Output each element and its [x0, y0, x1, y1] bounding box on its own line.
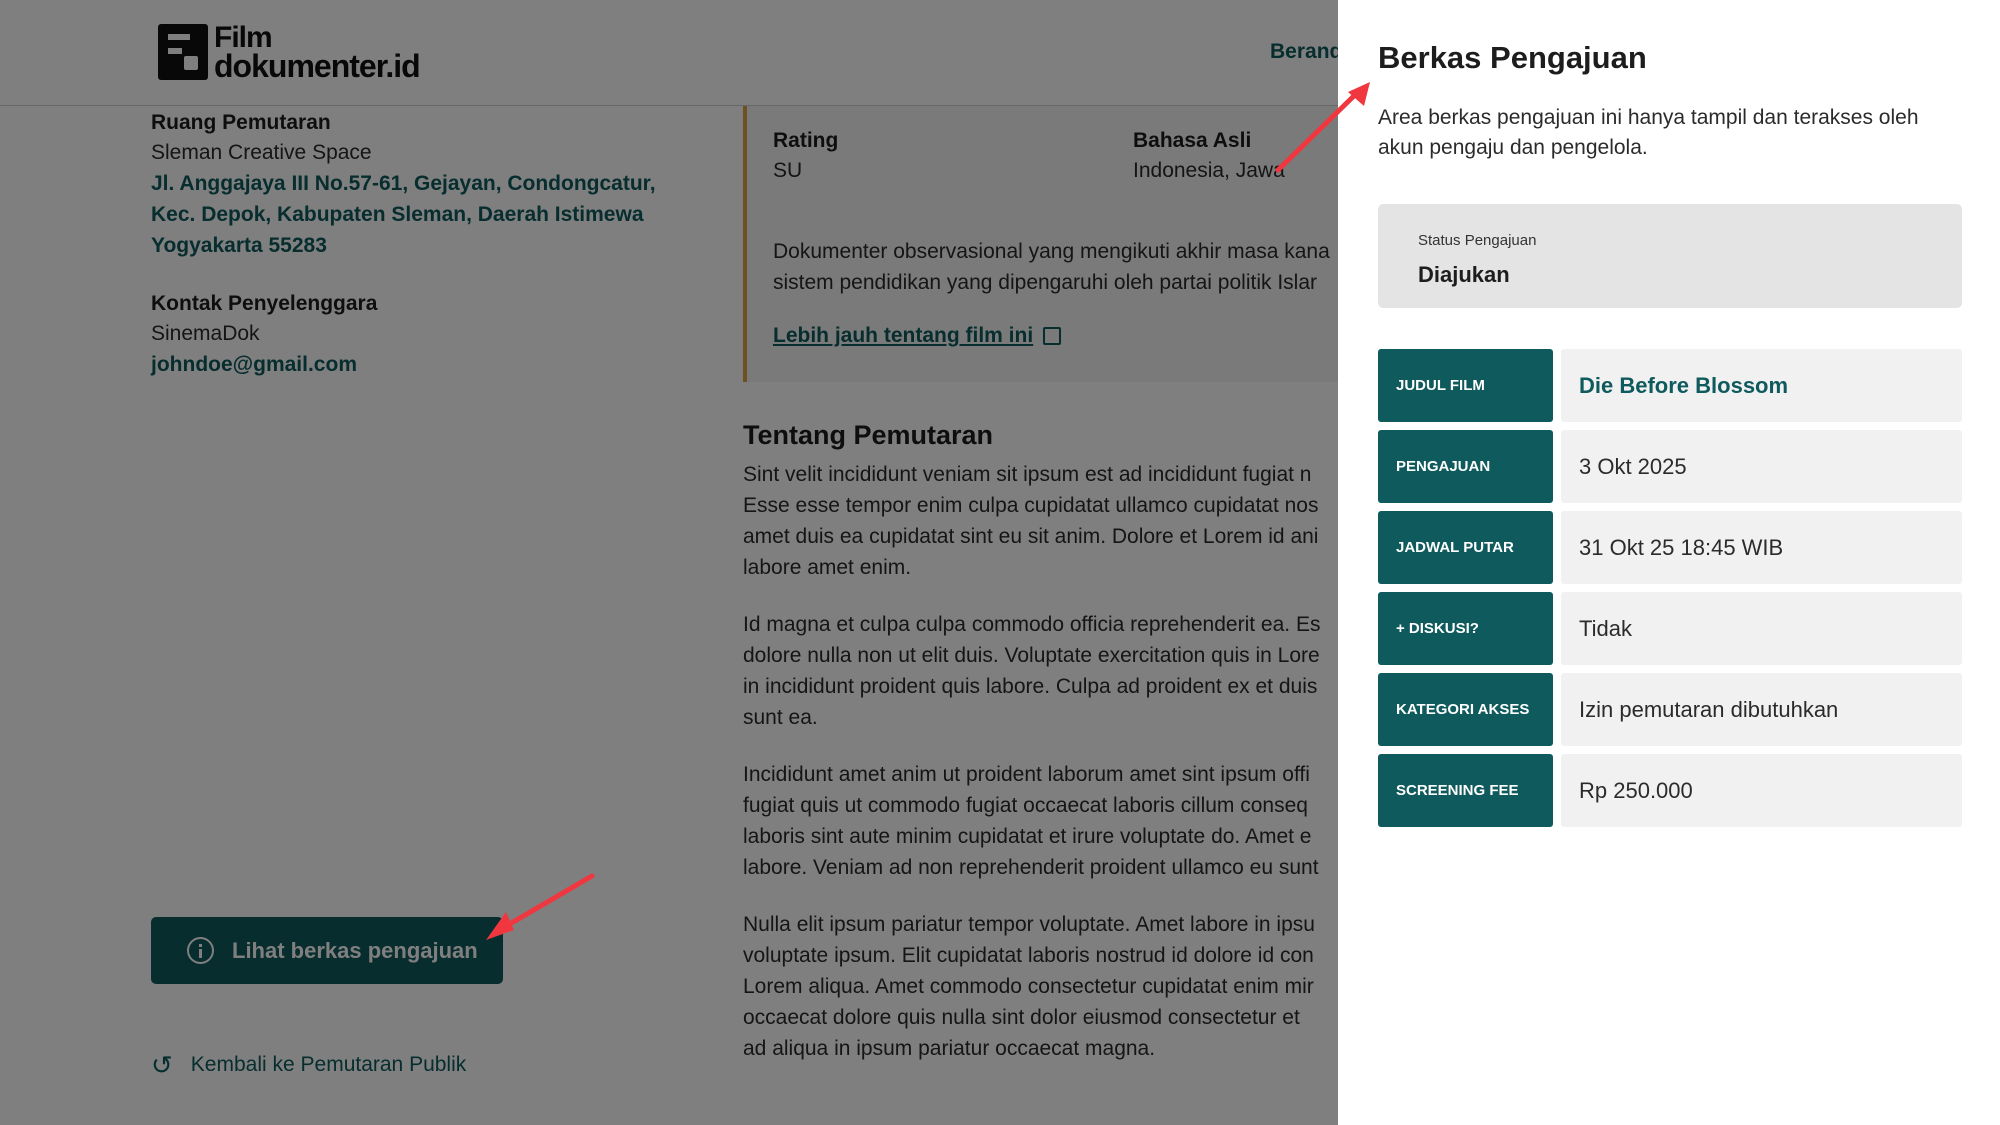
detail-value: 3 Okt 2025: [1561, 430, 1962, 503]
detail-key: KATEGORI AKSES: [1378, 673, 1553, 746]
detail-value: Die Before Blossom: [1561, 349, 1962, 422]
detail-key: PENGAJUAN: [1378, 430, 1553, 503]
drawer-title: Berkas Pengajuan: [1378, 40, 1647, 75]
detail-key: SCREENING FEE: [1378, 754, 1553, 827]
detail-value: 31 Okt 25 18:45 WIB: [1561, 511, 1962, 584]
detail-row: [1378, 673, 1962, 746]
status-value: Diajukan: [1418, 262, 1510, 287]
drawer-subtitle: Area berkas pengajuan ini hanya tampil dan terakses oleh akun pengaju dan pengelola.: [1378, 106, 1919, 159]
detail-value: Izin pemutaran dibutuhkan: [1561, 673, 1962, 746]
detail-row: [1378, 511, 1962, 584]
status-label: Status Pengajuan: [1418, 232, 1537, 249]
detail-row: [1378, 754, 1962, 827]
submission-drawer: [1338, 0, 2000, 1125]
detail-value: Rp 250.000: [1561, 754, 1962, 827]
detail-row: [1378, 349, 1962, 422]
detail-value: Tidak: [1561, 592, 1962, 665]
detail-row: [1378, 592, 1962, 665]
detail-key: + DISKUSI?: [1378, 592, 1553, 665]
submission-details: [1378, 349, 1962, 835]
detail-row: [1378, 430, 1962, 503]
status-card: [1378, 204, 1962, 308]
detail-key: JADWAL PUTAR: [1378, 511, 1553, 584]
detail-key: JUDUL FILM: [1378, 349, 1553, 422]
